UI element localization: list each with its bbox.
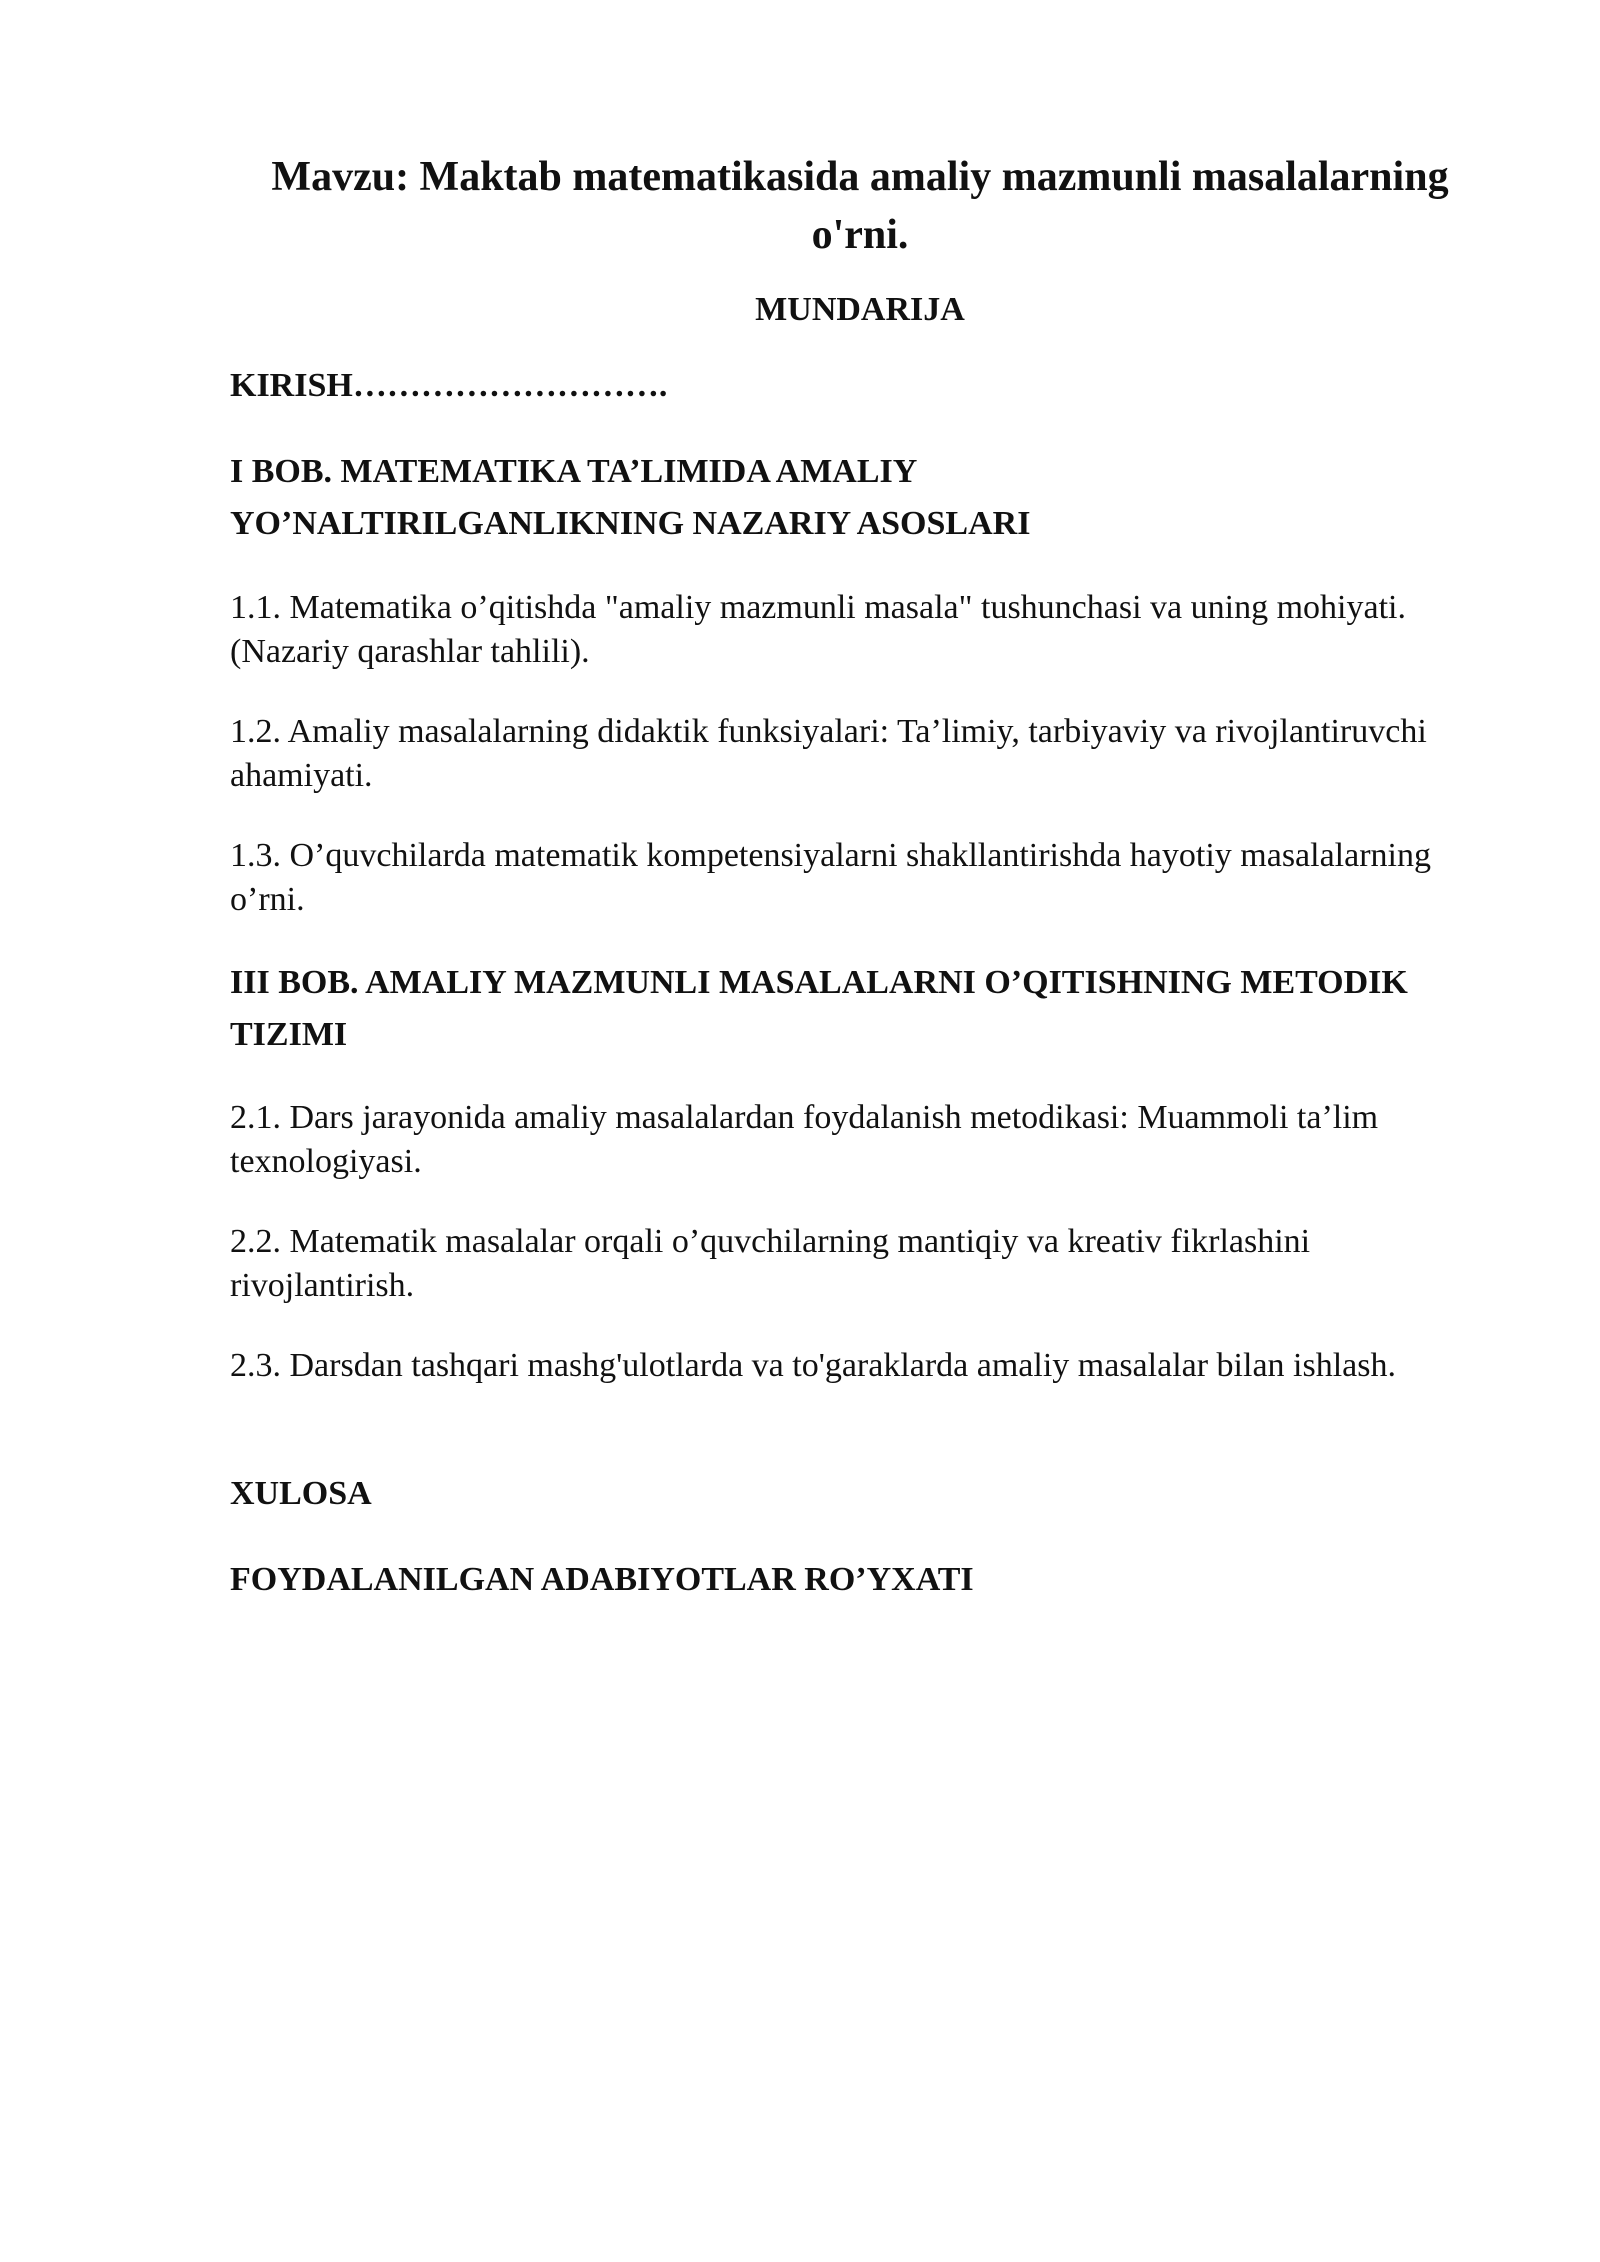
- toc-entry-chapter-3: III BOB. AMALIY MAZMUNLI MASALALARNI O’QITISHNING METODIK TIZIMI: [230, 964, 1408, 1053]
- toc-entry-section-1-3: 1.3. O’quvchilarda matematik kompetensiyalarni shakllantirishda hayotiy masalalarning o’rni.: [230, 837, 1431, 918]
- toc-entry-section-1-1: 1.1. Matematika o’qitishda "amaliy mazmunli masala" tushunchasi va uning mohiyati. (Nazariy qarashlar tahlili).: [230, 589, 1406, 670]
- document-title: Mavzu: Maktab matematikasida amaliy mazmunli masalalarning o'rni.: [271, 154, 1449, 258]
- toc-entry-section-2-3: 2.3. Darsdan tashqari mashg'ulotlarda va to'garaklarda amaliy masalalar bilan ishlash.: [230, 1347, 1396, 1384]
- toc-entry-introduction: KIRISH……………………….: [230, 367, 668, 404]
- toc-entry-chapter-1: I BOB. MATEMATIKA TA’LIMIDA AMALIY YO’NALTIRILGANLIKNING NAZARIY ASOSLARI: [230, 453, 1031, 542]
- toc-entry-section-2-1: 2.1. Dars jarayonida amaliy masalalardan foydalanish metodikasi: Muammoli ta’lim texnologiyasi.: [230, 1099, 1379, 1180]
- toc-entry-conclusion: XULOSA: [230, 1475, 372, 1512]
- toc-entry-references: FOYDALANILGAN ADABIYOTLAR RO’YXATI: [230, 1561, 974, 1598]
- table-of-contents-heading: MUNDARIJA: [755, 291, 965, 328]
- toc-entry-section-2-2: 2.2. Matematik masalalar orqali o’quvchilarning mantiqiy va kreativ fikrlashini rivojlantirish.: [230, 1223, 1311, 1304]
- toc-entry-section-1-2: 1.2. Amaliy masalalarning didaktik funksiyalari: Ta’limiy, tarbiyaviy va rivojlantiruvchi ahamiyati.: [230, 713, 1427, 794]
